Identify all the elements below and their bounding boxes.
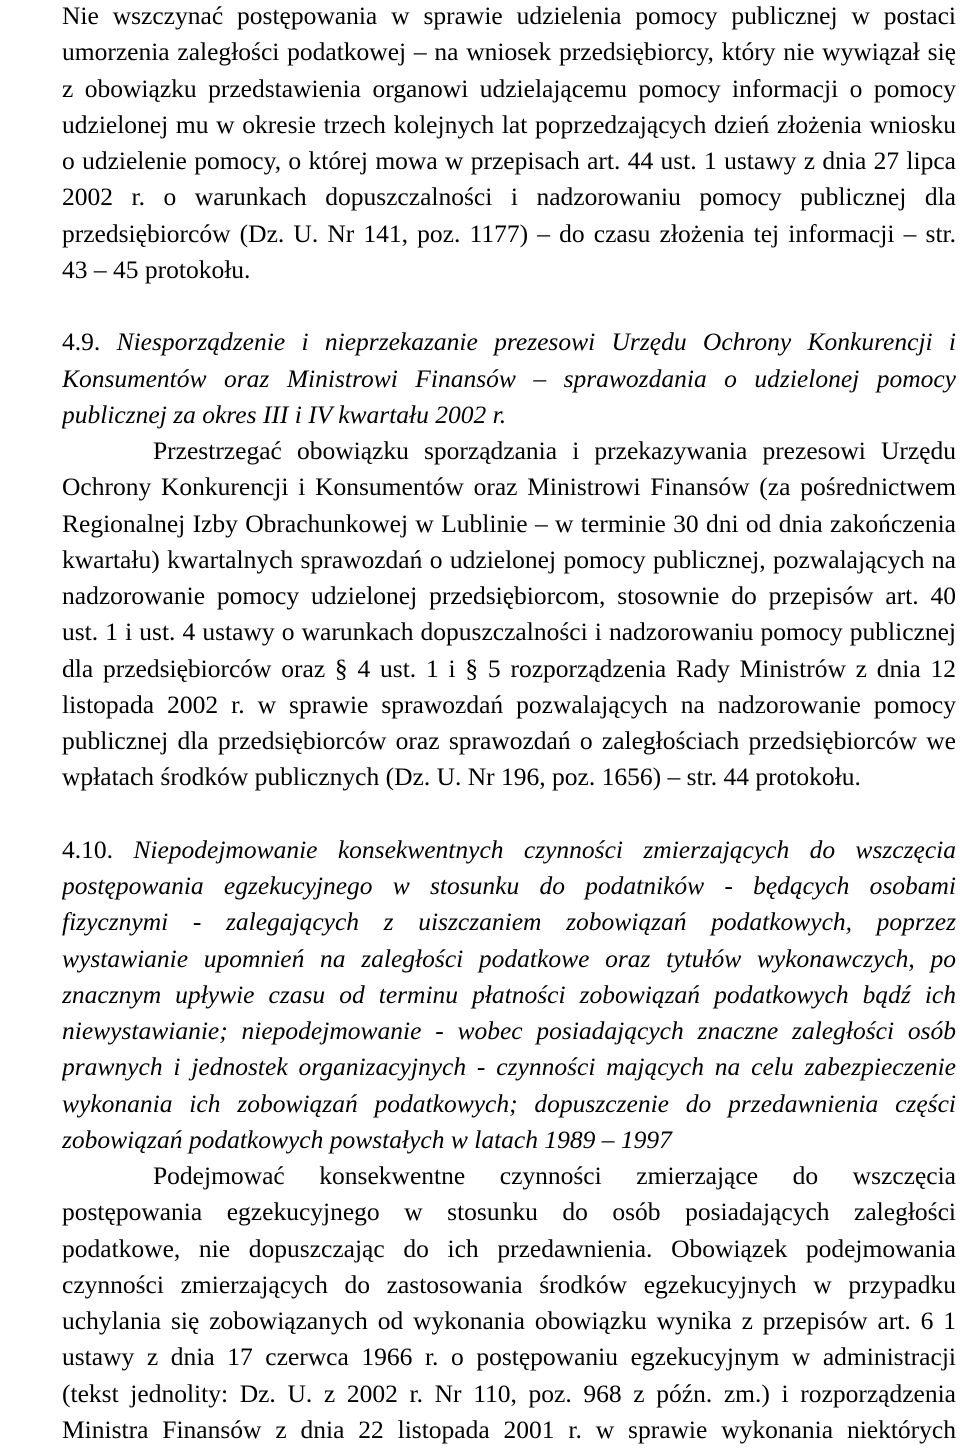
finding-text-line: fizycznymi - zalegających z uiszczaniem zobowiązań podatkowych, poprzez [62, 907, 956, 937]
text-line: przedsiębiorców (Dz. U. Nr 141, poz. 1177) – do czasu złożenia tej informacji – str. [62, 218, 956, 248]
recommendation-text-line: Podejmować konsekwentne czynności zmierzające do wszczęcia [153, 1161, 956, 1190]
recommendation-text-line: (tekst jednolity: Dz. U. z 2002 r. Nr 110, poz. 968 z późn. zm.) i rozporządzenia [62, 1378, 956, 1408]
finding-text [62, 324, 956, 433]
recommendation-text-line: nadzorowanie pomocy udzielonej przedsiębiorcom, stosownie do przepisów art. 40 [62, 581, 956, 610]
recommendation-text [62, 1158, 956, 1448]
recommendation-text-line: listopada 2002 r. w sprawie sprawozdań pozwalających na nadzorowanie pomocy [62, 689, 956, 719]
section-number: 4.9. [62, 327, 101, 357]
recommendation-text-line: Ochrony Konkurencji i Konsumentów oraz Ministrowi Finansów (za pośrednictwem [62, 472, 956, 502]
finding-text-fragment: Niesporządzenie i nieprzekazanie prezesowi Urzędu Ochrony Konkurencji i [116, 327, 956, 357]
text-line: 43 – 45 protokołu. [62, 254, 251, 284]
blank-line [62, 288, 956, 324]
finding-text-line [62, 324, 956, 360]
text-line: 2002 r. o warunkach dopuszczalności i nadzorowaniu pomocy publicznej dla [62, 182, 956, 212]
recommendation-text-line: wpłatach środków publicznych (Dz. U. Nr 196, poz. 1656) – str. 44 protokołu. [62, 762, 861, 792]
recommendation-text-line: Ministra Finansów z dnia 22 listopada 2001 r. w sprawie wykonania niektórych [62, 1414, 956, 1444]
finding-text-line [62, 832, 956, 868]
recommendation-text-line: kwartału) kwartalnych sprawozdań o udzielonej pomocy publicznej, pozwalających na [62, 544, 956, 574]
recommendation-text-line: ustawy z dnia 17 czerwca 1966 r. o postępowaniu egzekucyjnym w administracji [62, 1342, 956, 1372]
recommendation-text-line: dla przedsiębiorców oraz § 4 ust. 1 i § 5 rozporządzenia Rady Ministrów z dnia 12 [62, 653, 956, 683]
finding-text-line: postępowania egzekucyjnego w stosunku do podatników - będących osobami [62, 871, 956, 900]
finding-text-line: wystawianie upomnień na zaległości podatkowe oraz tytułów wykonawczych, po [62, 943, 956, 973]
recommendation-text-line: podatkowe, nie dopuszczając do ich przedawnienia. Obowiązek podejmowania [62, 1233, 956, 1263]
finding-text-line: niewystawianie; niepodejmowanie - wobec posiadających znaczne zaległości osób [62, 1016, 956, 1045]
finding-text-line: prawnych i jednostek organizacyjnych - czynności mających na celu zabezpieczenie [62, 1052, 956, 1082]
text-line: o udzielenie pomocy, o której mowa w przepisach art. 44 ust. 1 ustawy z dnia 27 lipca [62, 146, 956, 175]
recommendation-text-line: postępowania egzekucyjnego w stosunku do osób posiadających zaległości [62, 1197, 956, 1227]
finding-text-line: znacznym upływie czasu od terminu płatności zobowiązań podatkowych bądź ich [62, 979, 956, 1009]
recommendation-text [62, 433, 956, 796]
recommendation-text-line: ust. 1 i ust. 4 ustawy o warunkach dopuszczalności i nadzorowaniu pomocy publicznej [62, 617, 956, 647]
finding-text-line: publicznej za okres III i IV kwartału 2002 r. [62, 399, 507, 429]
recommendation-text-line: publicznej dla przedsiębiorców oraz sprawozdań o zaległościach przedsiębiorców we [62, 726, 956, 755]
document-page [62, 0, 956, 1448]
finding-text-line: zobowiązań podatkowych powstałych w latach 1989 – 1997 [62, 1124, 672, 1154]
text-line: umorzenia zaległości podatkowej – na wniosek przedsiębiorcy, który nie wywiązał się [62, 37, 956, 67]
finding-text-fragment: Niepodejmowanie konsekwentnych czynności zmierzających do wszczęcia [133, 834, 956, 864]
recommendation-text-line: Regionalnej Izby Obrachunkowej w Lublinie – w terminie 30 dni od dnia zakończenia [62, 508, 956, 538]
finding-text-line: wykonania ich zobowiązań podatkowych; dopuszczenie do przedawnienia części [62, 1088, 956, 1118]
section-number: 4.10. [62, 834, 113, 864]
finding-text [62, 832, 956, 1158]
continued-recommendation [62, 0, 956, 288]
text-line: z obowiązku przedstawienia organowi udzielającemu pomocy informacji o pomocy [62, 73, 956, 103]
recommendation-text-line: Przestrzegać obowiązku sporządzania i przekazywania prezesowi Urzędu [153, 436, 956, 465]
text-line: Nie wszczynać postępowania w sprawie udzielenia pomocy publicznej w postaci [62, 1, 956, 30]
text-line: udzielonej mu w okresie trzech kolejnych lat poprzedzających dzień złożenia wniosku [62, 109, 956, 139]
recommendation-text-line: czynności zmierzających do zastosowania środków egzekucyjnych w przypadku [62, 1269, 956, 1299]
recommendation-text-line: uchylania się zobowiązanych od wykonania obowiązku wynika z przepisów art. 6 1 [62, 1306, 956, 1335]
finding-4-9 [62, 324, 956, 795]
blank-line [62, 796, 956, 832]
finding-text-line: Konsumentów oraz Ministrowi Finansów – sprawozdania o udzielonej pomocy [62, 363, 956, 393]
finding-4-10 [62, 832, 956, 1448]
